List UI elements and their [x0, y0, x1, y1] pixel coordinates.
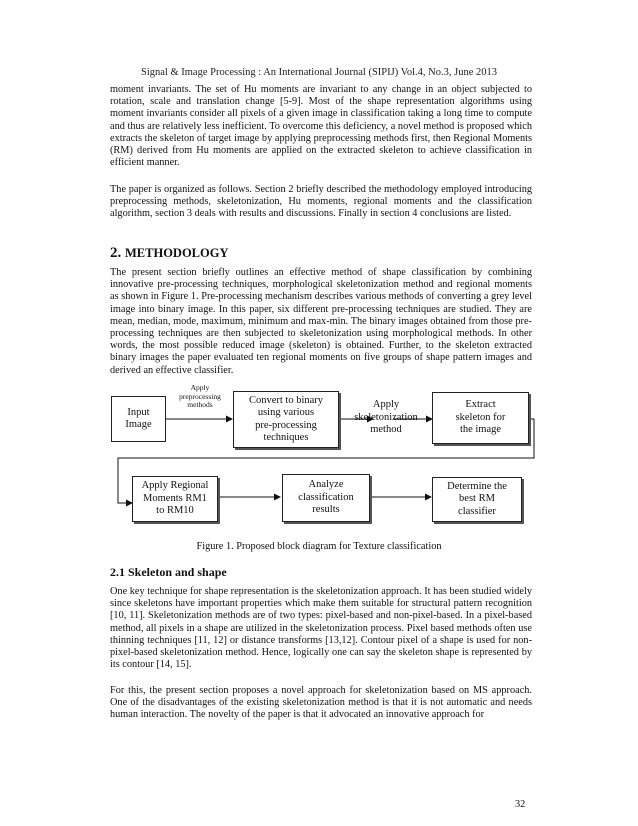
page-number: 32 — [515, 799, 526, 810]
figure-caption: Figure 1. Proposed block diagram for Texture classification — [196, 541, 442, 552]
paragraph-intro: moment invariants. The set of Hu moments are invariant to any change in an object subjected to rotation, scale and translation change [5-9]. Most of the shape representation algorithms using moment invariants consider all pixels of a given image in classification taking a long time to compute and thus are relatively less inefficient. To overcome this deficiency, a novel method is proposed which extracts the skeleton of target image by applying preprocessing methods first, then Regional Moments (RM) derived from Hu moments are applied on the extracted skeleton to achieve classification in efficient manner. — [110, 84, 532, 169]
block-analyze-results: Analyze classification results — [282, 474, 370, 522]
section-number: 2. — [110, 245, 122, 261]
journal-header: Signal & Image Processing : An International Journal (SIPIJ) Vol.4, No.3, June 2013 — [141, 67, 497, 78]
block-apply-skeletonization: Apply skeletonization method — [354, 399, 418, 436]
section-heading-methodology — [110, 245, 228, 262]
paragraph-skeleton: One key technique for shape representation is the skeletonization approach. It has been studied widely since skeletons have important properties which make them suitable for structural pattern recognition [10, 11]. Skeletonization methods are of two types: pixel-based and non-pixel-based. In a pixel-based method, all pixels in a shape are utilized in the skeletonization process. Pixel based methods often use thinning techniques [11, 12] or distance transforms [13,12]. Contour pixel of a shape is used for non-pixel-based skeletonization method. Hence, logically one can say the skeleton shape is represented by its contour [14, 15]. — [110, 586, 532, 671]
block-apply-regional-moments: Apply Regional Moments RM1 to RM10 — [132, 476, 218, 522]
block-input-image: Input Image — [111, 396, 166, 442]
block-determine-classifier: Determine the best RM classifier — [432, 477, 522, 522]
block-extract-skeleton: Extract skeleton for the image — [432, 392, 529, 444]
paragraph-methodology: The present section briefly outlines an effective method of shape classification by combining innovative pre-processing techniques, morphological skeletonization method and regional moments as shown in Figure 1. Pre-processing mechanism describes various methods of converting a grey level image into binary image. In this paper, six different pre-processing techniques are studied. They are mean, median, mode, maximum, minimum and max-min. The binary images obtained from those pre-processing techniques are then subjected to skeletonization using morphological methods. In other words, the most possible reduced image (skeleton) is obtained. Further, to the skeleton extracted binary images the paper evaluated ten regional moments on five groups of shape pattern images and derived an effective classifier. — [110, 267, 532, 376]
section-title: METHODOLOGY — [125, 246, 229, 260]
paragraph-ms-approach: For this, the present section proposes a novel approach for skeletonization based on MS approach. One of the disadvantages of the existing skeletonization method is that it is not automatic and needs human interaction. The novelty of the paper is that it advocated an innovative approach for — [110, 685, 532, 721]
block-convert-binary: Convert to binary using various pre-processing techniques — [233, 391, 339, 448]
subsection-heading-skeleton: 2.1 Skeleton and shape — [110, 565, 227, 579]
paragraph-organization: The paper is organized as follows. Section 2 briefly described the methodology employed introducing preprocessing methods, skeletonization, Hu moments, regional moments and the classification algorithm, section 3 deals with results and discussions. Finally in section 4 conclusions are listed. — [110, 184, 532, 220]
arrow-label-preprocessing: Apply preprocessing methods — [179, 383, 221, 409]
